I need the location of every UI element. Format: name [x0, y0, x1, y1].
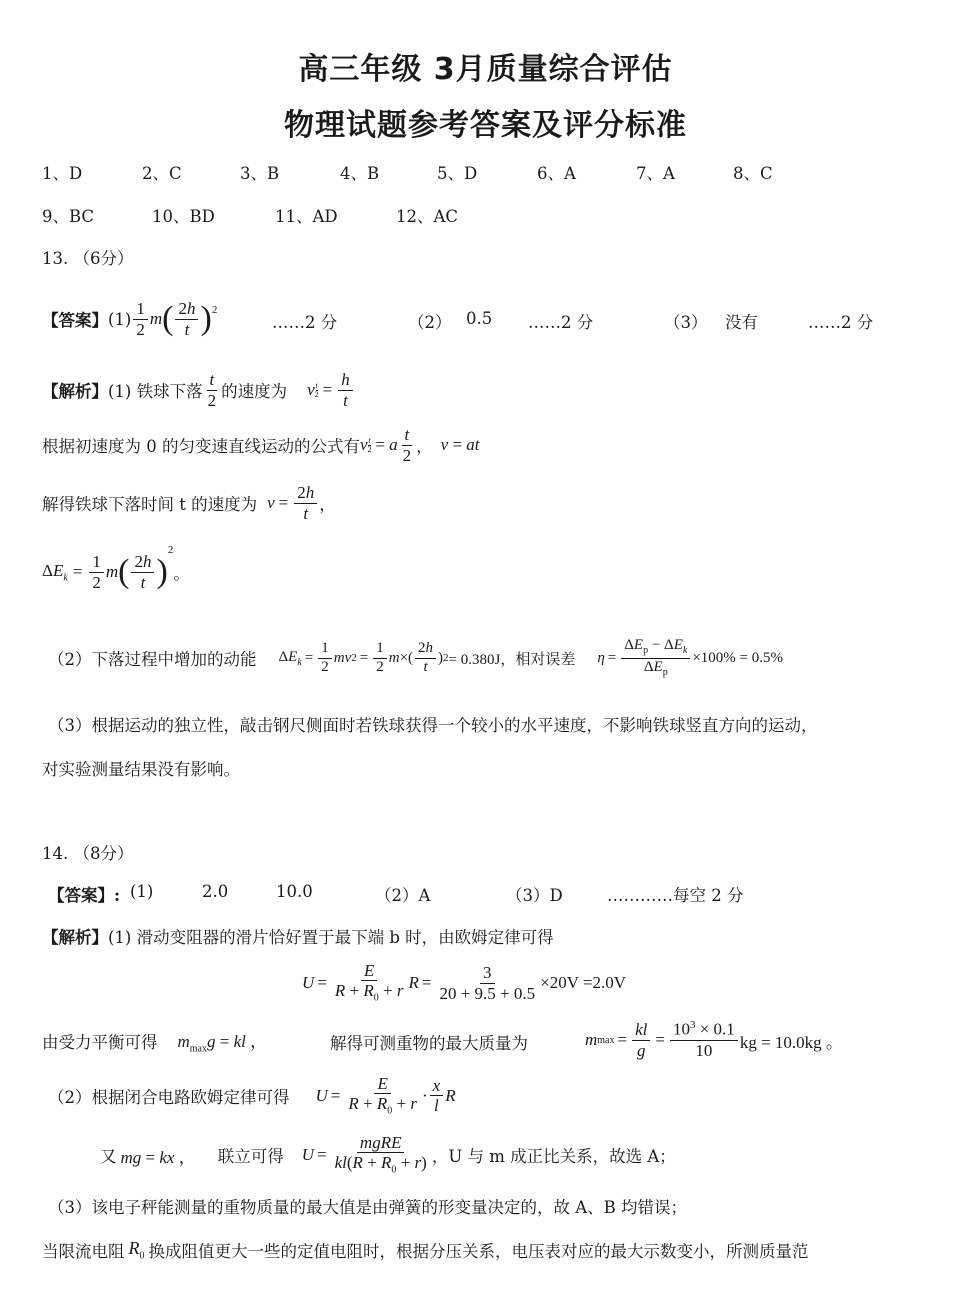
answer-value: 10.0: [276, 882, 313, 901]
mc-answer: 7、A: [636, 164, 675, 183]
analysis-label: 【解析】: [42, 928, 108, 947]
part-label: （2）: [408, 313, 452, 332]
analysis-text: (1) 铁球下落: [108, 382, 203, 401]
answer-value: （2）A: [375, 886, 431, 905]
answer-label: 【答案】:: [48, 886, 121, 905]
analysis-text: 联立可得: [217, 1147, 284, 1166]
analysis-text: ，U 与 m 成正比关系，故选 A；: [431, 1147, 676, 1166]
voltage-mass-formula: U = $\frac{\text{mgRE}}{kl(R + R_0 + r)}$: [301, 1132, 427, 1176]
ohm-law-formula: U = $\frac{E}{R + R_0 + r}$ R = $\frac{3}{20 + 9.5 + 0.5}$ ×20V =2.0V: [302, 960, 627, 1004]
score: ……2 分: [528, 313, 594, 332]
v-equals-at: v = at: [440, 435, 480, 454]
q13-heading: 13. （6分）: [42, 249, 134, 268]
score: …………每空 2 分: [607, 886, 744, 905]
relative-error-formula: η = $\frac{\Delta E_p - \Delta E_k}{\Delta E_p}$: [597, 638, 692, 678]
analysis-text: （2）下落过程中增加的动能: [48, 650, 257, 669]
analysis-text: ，: [319, 495, 336, 514]
analysis-label: 【解析】: [42, 382, 108, 401]
answer-value: 2.0: [202, 882, 229, 901]
delta-ek-formula: $\Delta E_k$ = $\frac{1}{2}$ m ( $\frac{2h}{t}$ ) 2 。: [42, 544, 190, 592]
analysis-text: 解得铁球下落时间 t 的速度为: [42, 495, 258, 514]
answer-label: 【答案】: [42, 311, 108, 330]
mc-answer: 6、A: [537, 164, 576, 183]
q14-part-2-line: [48, 1070, 456, 1122]
kinetic-energy-calc: $\Delta E_k$ = $\frac{1}{2}$ mv 2 = $\frac{1}{2}$ m ×( $\frac{2h}{t}$ ) 2: [278, 639, 449, 675]
analysis-text: 又: [100, 1147, 117, 1166]
mc-answer: 3、B: [240, 164, 280, 183]
force-balance-formula: $m_{max}g$ = kl ，: [177, 1032, 268, 1055]
score: ……2 分: [808, 313, 874, 332]
analysis-text: 的速度为: [221, 382, 288, 401]
q14-combine-line: [100, 1128, 676, 1182]
score: ……2 分: [272, 313, 338, 332]
mc-answer: 4、B: [340, 164, 380, 183]
uniform-accel-formula: v $\frac{t}{2}$ = a $\frac{t}{2}$: [360, 424, 412, 465]
force-balance-line: [42, 1018, 267, 1064]
title-line-1: 高三年级 3月质量综合评估: [298, 52, 673, 87]
kinetic-energy-formula: $\frac{1}{2}$ m ( $\frac{2h}{t}$ ) 2: [131, 300, 217, 339]
mc-answer: 10、BD: [152, 207, 215, 226]
part-label: (1): [108, 309, 132, 329]
analysis-text: 由受力平衡可得: [42, 1033, 158, 1052]
analysis-line-3: [42, 478, 336, 528]
analysis-text: (1) 滑动变阻器的滑片恰好置于最下端 b 时，由欧姆定律可得: [108, 928, 554, 947]
answer-value: （3）D: [506, 886, 563, 905]
q14-analysis-line-1: [42, 924, 554, 948]
r0-symbol: $R_0$: [128, 1238, 145, 1262]
title-line-2: 物理试题参考答案及评分标准: [284, 108, 687, 143]
mc-answer: 1、D: [42, 164, 83, 183]
answer-value: 没有: [725, 313, 758, 332]
closed-circuit-formula: U = $\frac{E}{R + R_0 + r}$ · $\frac{x}{l}$ R: [315, 1073, 456, 1117]
q13-answer-line: [42, 288, 217, 350]
analysis-text: 当限流电阻: [42, 1242, 125, 1261]
t-half-fraction: $\frac{t}{2}$: [207, 369, 217, 410]
mc-answer: 9、BC: [42, 207, 95, 226]
analysis-text: = 0.380J，相对误差: [448, 651, 576, 668]
analysis-text: ×20V =2.0V: [540, 973, 627, 992]
analysis-line-1: [42, 364, 355, 416]
analysis-text: ，: [416, 437, 433, 456]
part-label: (1): [130, 882, 154, 901]
analysis-text: 根据初速度为 0 的匀变速直线运动的公式有: [42, 437, 360, 456]
mc-answer: 12、AC: [396, 207, 459, 226]
analysis-text: ×100% = 0.5%: [692, 649, 783, 666]
analysis-text: 。: [173, 564, 190, 583]
analysis-part-2: [48, 630, 783, 686]
analysis-line-2: [42, 420, 480, 470]
max-mass-text: 解得可测重物的最大质量为: [330, 1034, 528, 1053]
velocity-formula: v $\frac{t}{2}$ = $\frac{h}{t}$: [307, 371, 355, 410]
mc-answer: 5、D: [437, 164, 478, 183]
mg-kx-formula: mg = kx ，: [120, 1147, 196, 1167]
mc-answer: 8、C: [733, 164, 773, 183]
analysis-text: 换成阻值更大一些的定值电阻时，根据分压关系，电压表对应的最大示数变小，所测质量范: [148, 1242, 809, 1261]
mc-answer: 2、C: [142, 164, 182, 183]
q14-last-line: [42, 1238, 809, 1262]
analysis-part-3-line-1: （3）根据运动的独立性，敲击钢尺侧面时若铁球获得一个较小的水平速度，不影响铁球竖直方向的运动，: [48, 716, 818, 735]
mc-answer: 11、AD: [275, 207, 338, 226]
answer-value: 0.5: [466, 309, 493, 328]
q14-part-3-line: （3）该电子秤能测量的重物质量的最大值是由弹簧的形变量决定的，故 A、B 均错误；: [48, 1198, 688, 1217]
q14-heading: 14. （8分）: [42, 844, 134, 863]
part-label: （3）: [664, 313, 708, 332]
max-mass-formula: m max = $\frac{kl}{g}$ = $\frac{10^3 \times 0.1}{10}$ kg = 10.0kg 。: [585, 1019, 843, 1060]
analysis-part-3-line-2: 对实验测量结果没有影响。: [42, 760, 240, 779]
analysis-text: （2）根据闭合电路欧姆定律可得: [48, 1088, 290, 1107]
analysis-text: kg = 10.0kg 。: [739, 1032, 843, 1052]
velocity-t-formula: v = $\frac{2h}{t}$: [267, 484, 319, 523]
